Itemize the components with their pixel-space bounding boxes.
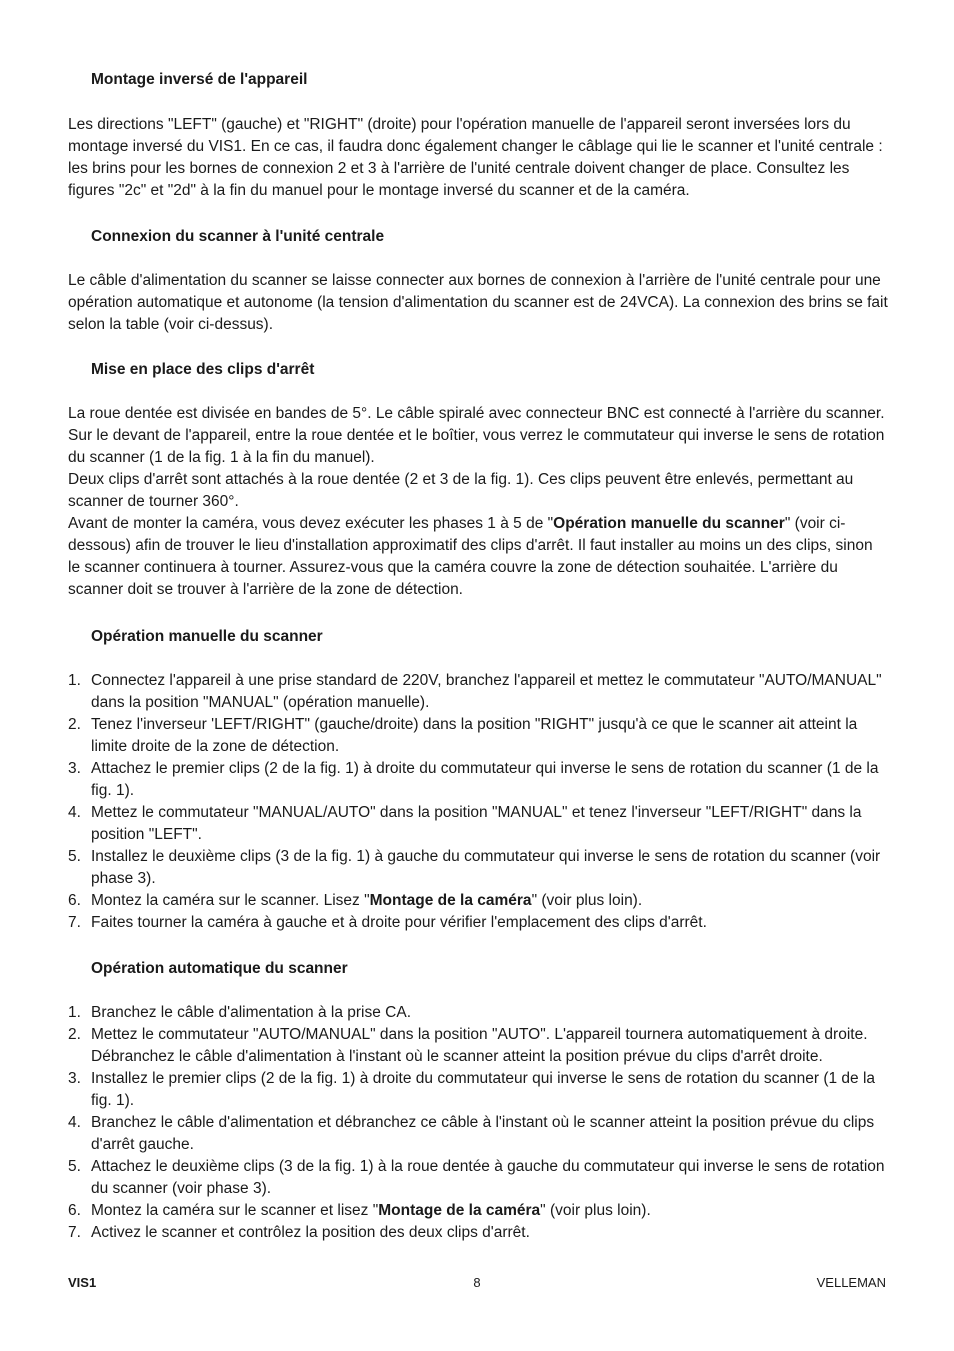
list-item: 7. Faites tourner la caméra à gauche et à droite pour vérifier l'emplacement des clips d'arrêt. bbox=[68, 914, 707, 931]
paragraph-avant-monter: Avant de monter la caméra, vous devez exécuter les phases 1 à 5 de "Opération manuelle du scanner" (voir ci-dessous) afin de trouver le lieu d'installation approximatif des clips d'arrêt. Il faut installer au moins un des clips, sinon le scanner continuera à tourner. Assurez-vous que la caméra couvre la zone de détection souhaitée. L'arrière du scanner doit se trouver à l'arrière de la zone de détection. bbox=[68, 515, 873, 598]
list-item: 1. Connectez l'appareil à une prise standard de 220V, branchez l'appareil et mettez le commutateur "AUTO/MANUAL" dans la position "MANUAL" (opération manuelle). bbox=[68, 672, 882, 711]
section-heading-operation-automatique: Opération automatique du scanner bbox=[91, 960, 348, 977]
list-item: 3. Installez le premier clips (2 de la fig. 1) à droite du commutateur qui inverse le sens de rotation du scanner (1 de la fig. 1). bbox=[68, 1070, 876, 1109]
footer-brand: VELLEMAN bbox=[816, 1275, 886, 1290]
bold-reference: Opération manuelle du scanner bbox=[553, 515, 785, 532]
paragraph-montage-inverse: Les directions "LEFT" (gauche) et "RIGHT" (droite) pour l'opération manuelle de l'appareil seront inversées lors du montage inversé du VIS1. En ce cas, il faudra donc également changer le câblage qui lie le scanner et l'unité centrale : les brins pour les bornes de connexion 2 et 3 à l'arrière de l'unité centrale doivent changer de place. Consultez les figures "2c" et "2d" à la fin du manuel pour le montage inversé du scanner et de la caméra. bbox=[68, 116, 883, 199]
list-item: 4. Branchez le câble d'alimentation et débranchez ce câble à l'instant où le scanner atteint la position prévue du clips d'arrêt gauche. bbox=[68, 1114, 875, 1153]
list-operation-automatique bbox=[68, 1002, 888, 1244]
list-item: 1. Branchez le câble d'alimentation à la prise CA. bbox=[68, 1004, 412, 1021]
list-item: 5. Attachez le deuxième clips (3 de la fig. 1) à la roue dentée à gauche du commutateur qui inverse le sens de rotation du scanner (voir phase 3). bbox=[68, 1158, 885, 1197]
list-item: 6. Montez la caméra sur le scanner et lisez "Montage de la caméra" (voir plus loin). bbox=[68, 1202, 651, 1219]
section-heading-operation-manuelle: Opération manuelle du scanner bbox=[91, 628, 323, 645]
list-operation-manuelle bbox=[68, 670, 888, 934]
section-heading-connexion: Connexion du scanner à l'unité centrale bbox=[91, 228, 385, 245]
list-item: 2. Tenez l'inverseur 'LEFT/RIGHT" (gauche/droite) dans la position "RIGHT" jusqu'à ce que le scanner ait atteint la limite droite de la zone de détection. bbox=[68, 716, 858, 755]
list-item: 7. Activez le scanner et contrôlez la position des deux clips d'arrêt. bbox=[68, 1224, 530, 1241]
paragraph-clips-arret bbox=[68, 403, 888, 601]
list-item: 5. Installez le deuxième clips (3 de la fig. 1) à gauche du commutateur qui inverse le sens de rotation du scanner (voir phase 3). bbox=[68, 848, 881, 887]
section-heading-clips-arret: Mise en place des clips d'arrêt bbox=[91, 361, 315, 378]
list-item: 4. Mettez le commutateur "MANUAL/AUTO" dans la position "MANUAL" et tenez l'inverseur "LEFT/RIGHT" dans la position "LEFT". bbox=[68, 804, 862, 843]
paragraph-deux-clips: Deux clips d'arrêt sont attachés à la roue dentée (2 et 3 de la fig. 1). Ces clips peuvent être enlevés, permettant au scanner de tourner 360°. bbox=[68, 471, 854, 510]
list-item: 6. Montez la caméra sur le scanner. Lisez "Montage de la caméra" (voir plus loin). bbox=[68, 892, 643, 909]
list-item: 3. Attachez le premier clips (2 de la fig. 1) à droite du commutateur qui inverse le sens de rotation du scanner (1 de la fig. 1). bbox=[68, 760, 879, 799]
footer-page-number: 8 bbox=[473, 1275, 481, 1290]
list-item: 2. Mettez le commutateur "AUTO/MANUAL" dans la position "AUTO". L'appareil tournera automatiquement à droite. Débranchez le câble d'alimentation à l'instant où le scanner atteint la position prévue du clips d'arrêt droite. bbox=[68, 1026, 868, 1065]
paragraph-roue-dentee: La roue dentée est divisée en bandes de 5°. Le câble spiralé avec connecteur BNC est connecté à l'arrière du scanner. Sur le devant de l'appareil, entre la roue dentée et le boîtier, vous verrez le commutateur qui inverse le sens de rotation du scanner (1 de la fig. 1 à la fin du manuel). bbox=[68, 405, 885, 466]
section-heading-montage-inverse: Montage inversé de l'appareil bbox=[91, 71, 308, 88]
paragraph-connexion: Le câble d'alimentation du scanner se laisse connecter aux bornes de connexion à l'arrière de l'unité centrale pour une opération automatique et autonome (la tension d'alimentation du scanner est de 24VCA). La connexion des brins se fait selon la table (voir ci-dessus). bbox=[68, 272, 888, 333]
footer-model: VIS1 bbox=[68, 1275, 97, 1290]
